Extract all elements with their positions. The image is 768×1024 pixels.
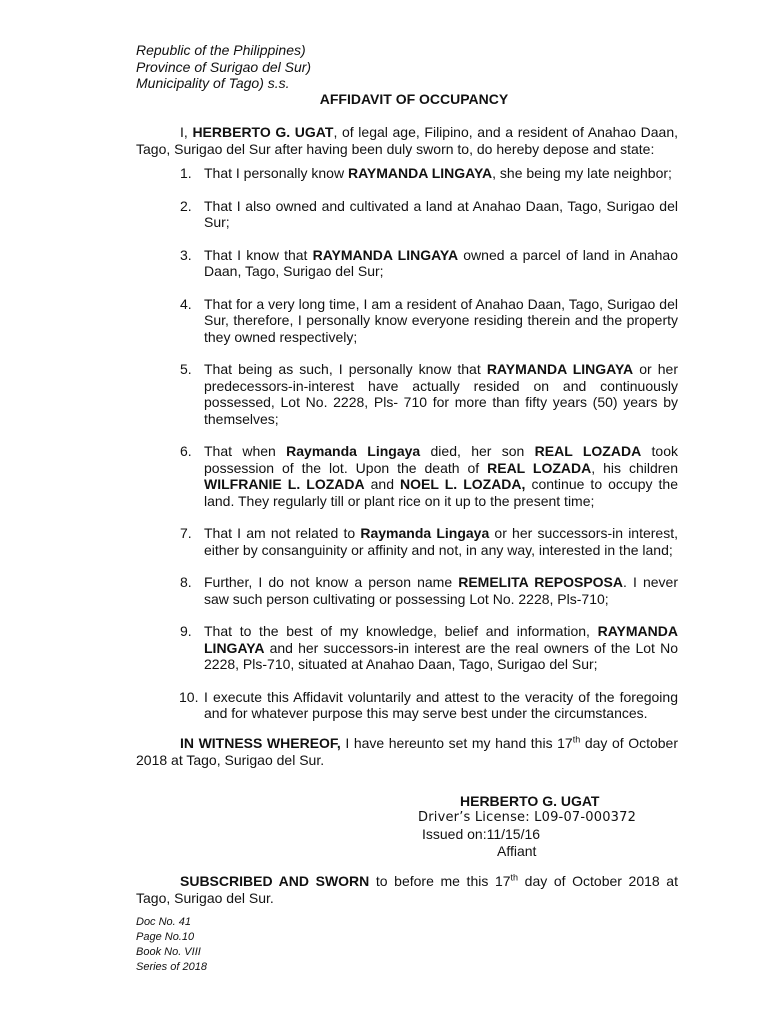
venue-line-municipality: Municipality of Tago) s.s. xyxy=(136,75,290,91)
item-text: That when xyxy=(204,443,287,459)
doc-number: Doc No. 41 xyxy=(136,916,192,928)
jurat-text: to before me this 17 xyxy=(369,873,511,889)
venue-line-province: Province of Surigao del Sur) xyxy=(136,58,312,75)
item-text: That to the best of my knowledge, belief and information, xyxy=(204,623,598,639)
intro-rest: , of legal age, Filipino, and a resident of Anahao Daan, Tago, Surigao del Sur after having been duly sworn to, do hereby depose and state: xyxy=(136,124,678,157)
intro-prefix: I, xyxy=(180,124,193,140)
item-bold: RAYMANDA LINGAYA xyxy=(204,623,678,656)
intro-paragraph xyxy=(136,124,678,157)
jurat-ordinal: th xyxy=(510,872,519,883)
item-bold: Raymanda Lingaya xyxy=(286,443,421,459)
affiant-name-intro: HERBERTO G. UGAT xyxy=(192,124,334,140)
affiant-name: HERBERTO G. UGAT xyxy=(460,793,600,809)
item-text: , she being my late neighbor; xyxy=(492,165,672,181)
drivers-license: Driver’s License: L09-07-000372 xyxy=(418,809,637,825)
item-text: That being as such, I personally know that xyxy=(204,361,487,377)
statement-item-7 xyxy=(180,525,678,558)
item-number: 1. xyxy=(180,165,192,181)
series-year: Series of 2018 xyxy=(136,961,207,973)
item-bold: REMELITA REPOSPOSA xyxy=(458,574,623,590)
item-text: I execute this Affidavit voluntarily and attest to the veracity of the foregoing and for whatever purpose this may serve best under the circumstances. xyxy=(204,688,678,721)
statement-item-2 xyxy=(180,198,678,231)
jurat-text-end: day of October 2018 at Tago, Surigao del Sur. xyxy=(136,873,678,906)
witness-ordinal: th xyxy=(572,734,581,745)
statement-item-5 xyxy=(180,361,678,427)
venue-header xyxy=(136,42,311,92)
statement-list xyxy=(180,165,678,738)
item-text: , his children xyxy=(591,459,678,476)
witness-text: I have hereunto set my hand this 17 xyxy=(340,735,573,751)
item-number: 2. xyxy=(180,197,192,214)
item-text: That I personally know xyxy=(204,165,348,181)
item-text: owned a parcel of land in Anahao Daan, Tago, Surigao del Sur; xyxy=(204,246,678,279)
item-bold: RAYMANDA LINGAYA xyxy=(312,246,459,263)
item-text: That for a very long time, I am a resident of Anahao Daan, Tago, Surigao del Sur, therefore, I personally know everyone residing therein and the property they owned respectively; xyxy=(204,295,678,345)
item-number: 8. xyxy=(180,574,192,590)
jurat-paragraph xyxy=(136,873,678,906)
item-number: 5. xyxy=(180,361,192,377)
item-bold: NOEL L. LOZADA, xyxy=(400,476,526,492)
license-issued-date: Issued on:11/15/16 xyxy=(422,826,541,842)
statement-item-1 xyxy=(180,165,678,182)
item-text: . I never saw such person cultivating or possessing Lot No. 2228, Pls-710; xyxy=(204,574,678,607)
witness-text-end: day of October 2018 at Tago, Surigao del Sur. xyxy=(136,735,679,768)
statement-item-8 xyxy=(180,574,678,607)
item-text: took possession of the lot. Upon the death of xyxy=(204,443,678,476)
item-text: died, her son xyxy=(420,443,535,459)
item-text: and xyxy=(364,476,401,492)
item-text: That I am not related to xyxy=(204,525,361,541)
item-bold: Raymanda Lingaya xyxy=(360,525,490,541)
item-bold: REAL LOZADA xyxy=(487,459,592,476)
page-number: Page No.10 xyxy=(136,931,195,943)
document-title: AFFIDAVIT OF OCCUPANCY xyxy=(319,91,509,107)
item-bold: RAYMANDA LINGAYA xyxy=(347,165,493,181)
witness-lead: IN WITNESS WHEREOF, xyxy=(180,735,341,751)
statement-item-3 xyxy=(180,247,678,280)
statement-item-4 xyxy=(180,296,678,346)
item-number: 3. xyxy=(180,246,192,263)
jurat-lead: SUBSCRIBED AND SWORN xyxy=(180,873,370,889)
item-text: or her predecessors-in-interest have actually resided on and continuously possessed, Lot No. 2228, Pls- 710 for more than fifty years (50) years by themselves; xyxy=(204,361,678,427)
signature-block xyxy=(418,793,638,859)
statement-item-10 xyxy=(180,689,678,722)
item-text: and her successors-in interest are the real owners of the Lot No 2228, Pls-710, situated at Anahao Daan, Tago, Surigao del Sur; xyxy=(204,639,678,672)
item-number: 6. xyxy=(180,443,192,459)
witness-paragraph xyxy=(136,735,678,768)
item-number: 9. xyxy=(180,623,192,639)
venue-line-republic: Republic of the Philippines) xyxy=(136,42,306,58)
notarial-register xyxy=(136,915,207,975)
item-number: 10. xyxy=(179,688,199,705)
item-text: That I know that xyxy=(204,246,313,263)
item-text: That I also owned and cultivated a land at Anahao Daan, Tago, Surigao del Sur; xyxy=(204,197,678,230)
item-number: 7. xyxy=(180,525,192,541)
affiant-label: Affiant xyxy=(497,842,537,859)
item-number: 4. xyxy=(180,295,192,312)
item-bold: REAL LOZADA xyxy=(534,443,642,459)
book-number: Book No. VIII xyxy=(136,946,201,958)
item-text: Further, I do not know a person name xyxy=(204,574,459,590)
statement-item-6 xyxy=(180,443,678,509)
item-bold: WILFRANIE L. LOZADA xyxy=(204,476,365,492)
item-text: continue to occupy the land. They regularly till or plant rice on it up to the present time; xyxy=(204,476,678,509)
statement-item-9 xyxy=(180,623,678,673)
item-bold: RAYMANDA LINGAYA xyxy=(486,361,634,377)
item-text: or her successors-in interest, either by consanguinity or affinity and not, in any way, interested in the land; xyxy=(204,525,678,558)
